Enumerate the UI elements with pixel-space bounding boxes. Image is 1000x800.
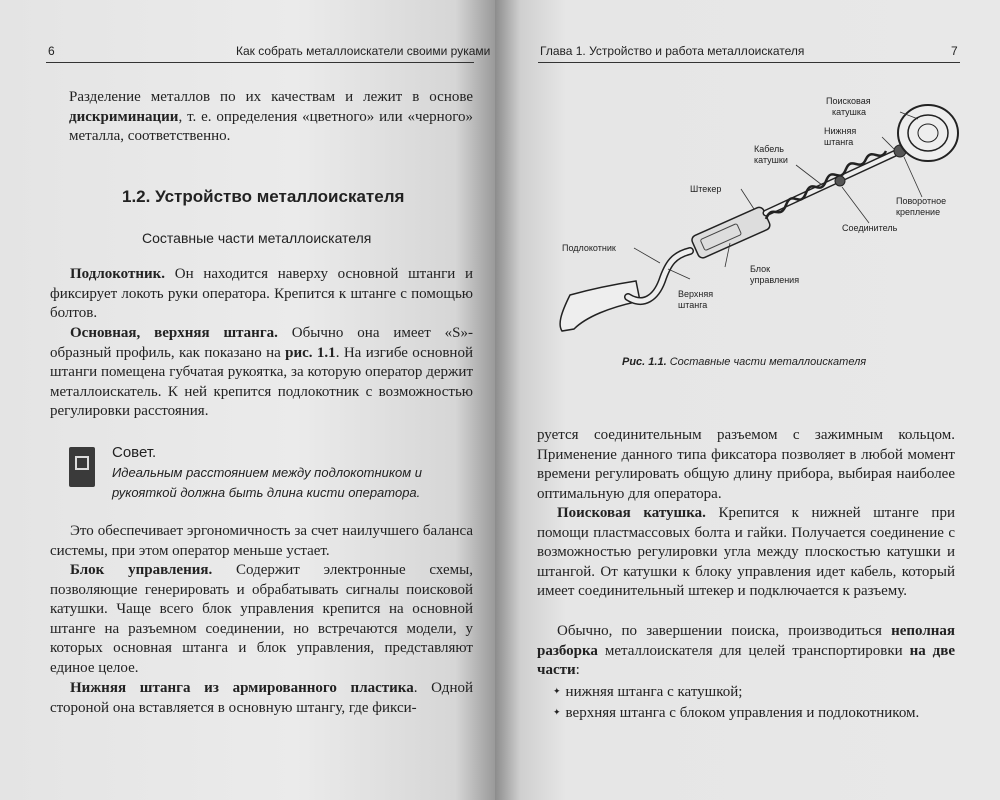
para-control-unit: Блок управления. Содержит электронные схемы, позволяющие генерировать и обрабатывать сигналы поисковой катушки. Чаще всего блок управления крепится на основной штанге на разъемном соединении, но встречаются модели, у которых основная штанга и блок управления, представляют единое целое. <box>50 562 473 676</box>
intro-paragraph: Разделение металлов по их качествам и лежит в основе дискриминации, т. е. определения «цветного» или «черного» металла, соответственно. <box>69 89 473 144</box>
search-coil-shape <box>898 105 958 161</box>
tip-text: Идеальным расстоянием между подлокотником и рукояткой должна быть длина кисти оператора. <box>112 465 423 500</box>
subheading: Составные части металлоискателя <box>142 230 372 246</box>
label-lower-shaft-1: Нижняя <box>824 126 857 136</box>
label-swivel-2: крепление <box>896 207 941 217</box>
running-title-left: Как собрать металлоискатели своими руками <box>236 44 491 58</box>
para-disassembly: Обычно, по завершении поиска, производиться неполная разборка металлоискателя для целей транспортировки на две части: <box>537 623 955 678</box>
list-item: ✦ верхняя штанга с блоком управления и подлокотником. <box>553 704 919 725</box>
label-armrest: Подлокотник <box>562 243 616 253</box>
running-title-right: Глава 1. Устройство и работа металлоискателя <box>540 44 805 58</box>
para-search-coil: Поисковая катушка. Крепится к нижней штанге при помощи пластмассовых болта и гайки. Получается соединение с возможностью регулировки угла между плоскостью катушки и штангой. От катушки к блоку управления идет кабель, который имеет соединительный штекер и подключается к разъему. <box>537 505 955 599</box>
label-connector: Соединитель <box>842 223 898 233</box>
disassembly-list <box>553 683 919 724</box>
header-rule-right <box>538 62 960 63</box>
header-rule-left <box>46 62 474 63</box>
para-upper-shaft: Основная, верхняя штанга. Обычно она имеет «S»-образный профиль, как показано на рис. 1.1. На изгибе основной штанги помещена губчатая рукоятка, за которую оператор держит металлоискатель. К ней крепится подлокотник с возможностью регулировки расстояния. <box>50 325 473 419</box>
page-number-right: 7 <box>951 44 958 58</box>
para-armrest: Подлокотник. Он находится наверху основной штанги и фиксирует локоть руки оператора. Крепится к штанге с помощью болтов. <box>50 266 473 321</box>
label-coil-1: Поисковая <box>826 96 871 106</box>
label-swivel-1: Поворотное <box>896 196 947 206</box>
figure-caption: Рис. 1.1. Составные части металлоискателя <box>622 356 867 368</box>
label-cable-1: Кабель <box>754 144 784 154</box>
label-plug: Штекер <box>690 184 722 194</box>
para-ergonomics: Это обеспечивает эргономичность за счет наилучшего баланса системы, при этом оператор меньше устает. <box>50 523 473 559</box>
tip-title: Совет. <box>112 444 157 461</box>
label-cable-2: катушки <box>754 155 788 165</box>
label-coil-2: катушка <box>832 107 867 117</box>
section-heading: 1.2. Устройство металлоискателя <box>122 187 405 206</box>
right-page <box>495 0 1000 800</box>
control-unit-shape <box>690 206 771 260</box>
label-control-1: Блок <box>750 264 771 274</box>
label-upper-shaft-1: Верхняя <box>678 289 714 299</box>
metal-detector-figure <box>540 85 1000 355</box>
label-control-2: управления <box>750 275 800 285</box>
para-continuation: руется соединительным разъемом с зажимным кольцом. Применение данного типа фиксатора позволяет в любой момент времени регулировать общую длину прибора, выбирая наиболее оптимальную для оператора. <box>537 427 955 502</box>
label-lower-shaft-2: штанга <box>824 137 854 147</box>
para-lower-shaft: Нижняя штанга из армированного пластика. Одной стороной она вставляется в основную штангу, где фикси- <box>50 680 473 716</box>
page-number-left: 6 <box>48 44 55 58</box>
list-item: ✦ нижняя штанга с катушкой; <box>553 683 919 704</box>
label-upper-shaft-2: штанга <box>678 300 708 310</box>
tip-icon <box>69 447 95 487</box>
armrest-shape <box>560 281 640 331</box>
left-page <box>0 0 495 800</box>
connector-shape <box>835 176 845 186</box>
